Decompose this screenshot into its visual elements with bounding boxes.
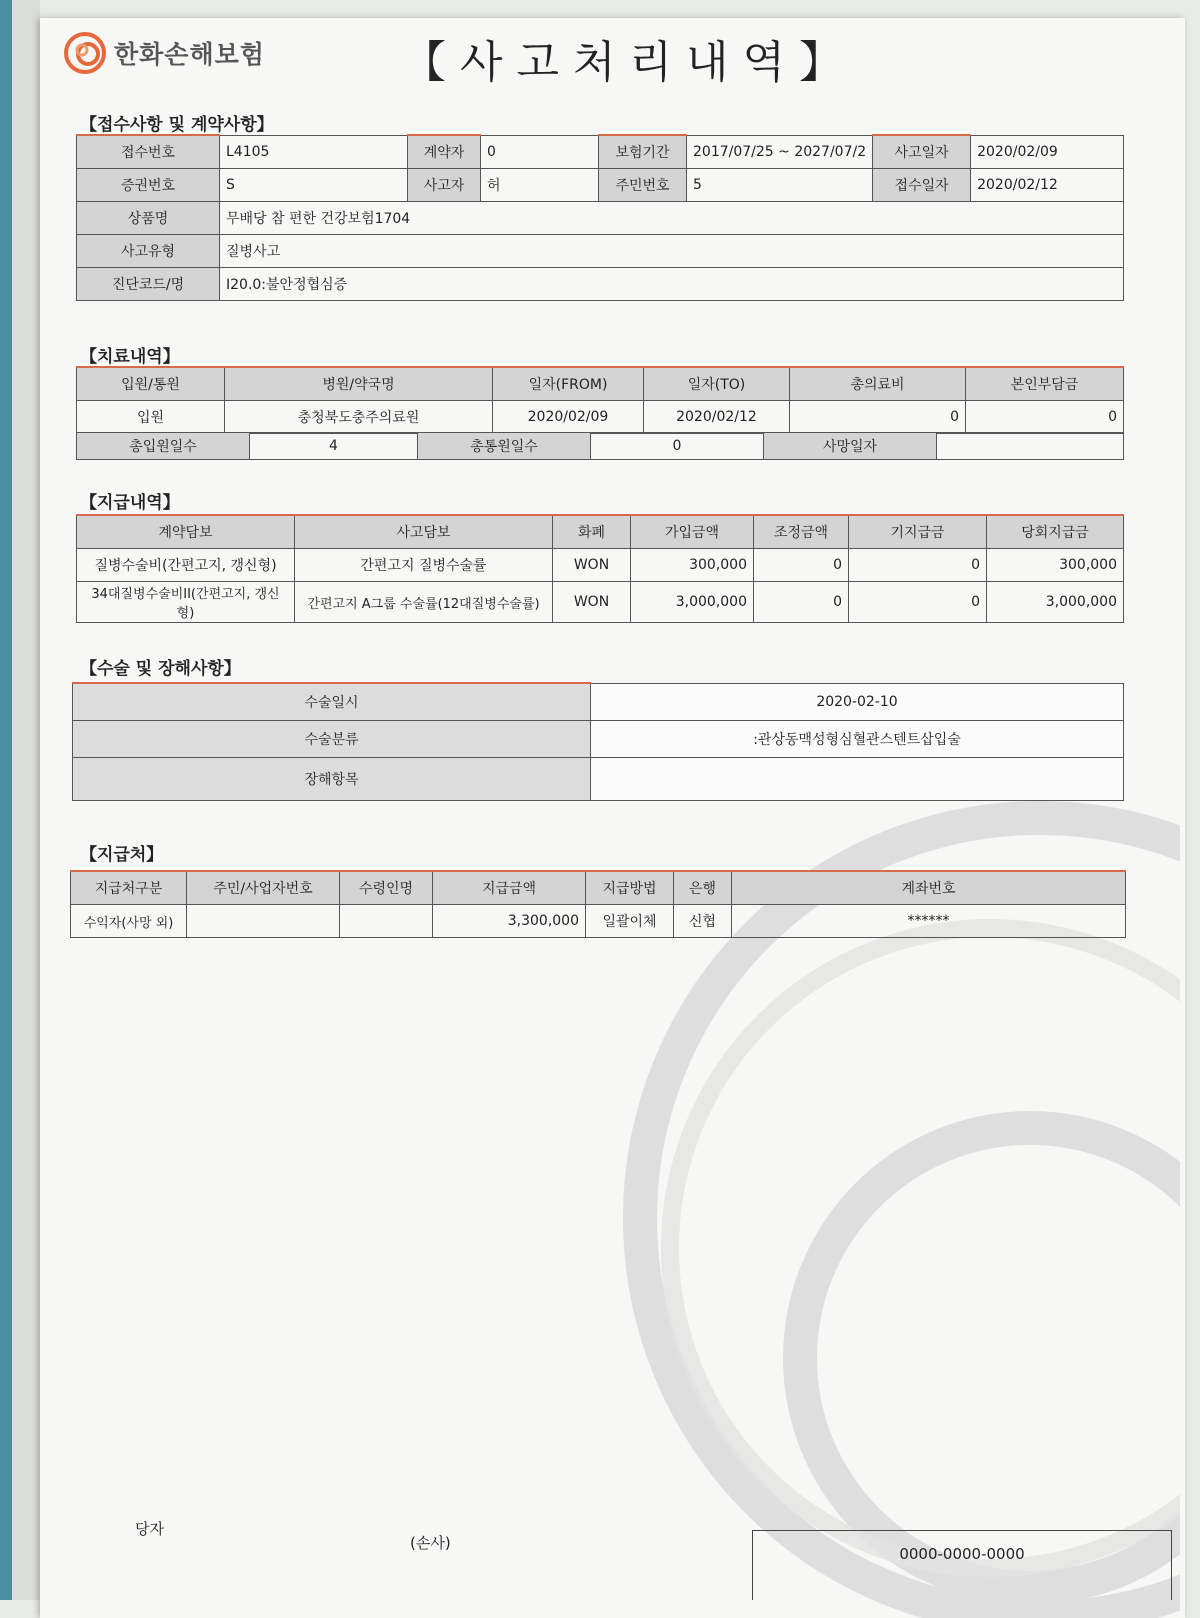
section-title-treatment: 【치료내역】 — [80, 347, 180, 367]
section-title-surgery: 【수술 및 장해사항】 — [80, 659, 241, 679]
accident-person-value: 허 — [481, 169, 599, 202]
payment-cell: 질병수술비(간편고지, 갱신형) — [77, 549, 295, 582]
accident-person-label: 사고자 — [408, 169, 481, 202]
treatment-cell: 입원 — [77, 401, 225, 434]
payment-header: 당회지급금 — [987, 515, 1124, 549]
payee-cell — [187, 905, 340, 938]
treatment-cell: 2020/02/12 — [644, 401, 790, 434]
treatment-header: 입원/통원 — [77, 367, 225, 401]
surgery-table — [72, 682, 1124, 801]
total-outpatient-label: 총통원일수 — [418, 433, 591, 460]
document-title: 【사고처리내역】 — [402, 37, 858, 88]
payment-cell: 300,000 — [631, 549, 754, 582]
payment-cell: 0 — [849, 582, 987, 623]
payment-header: 계약담보 — [77, 515, 295, 549]
treatment-header: 본인부담금 — [966, 367, 1124, 401]
policy-no-value: S — [220, 169, 408, 202]
resident-no-value: 5 — [687, 169, 873, 202]
payee-header: 주민/사업자번호 — [187, 871, 340, 905]
contractor-value: 0 — [481, 135, 599, 169]
payee-cell: 신협 — [674, 905, 732, 938]
company-logo — [62, 30, 265, 76]
company-name: 한화손해보험 — [114, 40, 265, 69]
surgery-date-label: 수술일시 — [73, 683, 591, 721]
payee-header: 은행 — [674, 871, 732, 905]
contractor-label: 계약자 — [408, 135, 481, 169]
accident-date-value: 2020/02/09 — [971, 135, 1124, 169]
payment-cell: 0 — [754, 582, 849, 623]
total-inpatient-value: 4 — [250, 433, 418, 460]
surgery-class-label: 수술분류 — [73, 721, 591, 758]
product-value: 무배당 참 편한 건강보험1704 — [220, 202, 1124, 235]
payment-cell: 3,000,000 — [987, 582, 1124, 623]
payment-cell: 34대질병수술비II(간편고지, 갱신형) — [77, 582, 295, 623]
surgery-date-value: 2020-02-10 — [591, 683, 1124, 721]
payment-cell: 간편고지 A그룹 수술률(12대질병수술률) — [295, 582, 553, 623]
payee-table — [70, 870, 1126, 938]
accident-type-label: 사고유형 — [77, 235, 220, 268]
payee-header: 지급금액 — [433, 871, 586, 905]
footer-person-label: 당자 — [135, 1520, 164, 1538]
payee-cell: 수익자(사망 외) — [71, 905, 187, 938]
total-inpatient-label: 총입원일수 — [77, 433, 250, 460]
total-outpatient-value: 0 — [591, 433, 764, 460]
payment-cell: WON — [553, 582, 631, 623]
death-date-value — [937, 433, 1124, 460]
payment-row — [77, 582, 1124, 623]
diagnosis-value: I20.0:불안정협심증 — [220, 268, 1124, 301]
footer-phone: 0000-0000-0000 — [899, 1545, 1025, 1563]
payee-header: 수령인명 — [340, 871, 433, 905]
document-page — [40, 18, 1185, 1618]
payment-header: 조정금액 — [754, 515, 849, 549]
receipt-date-value: 2020/02/12 — [971, 169, 1124, 202]
payment-header: 화폐 — [553, 515, 631, 549]
payee-header: 지급방법 — [586, 871, 674, 905]
payee-cell: 일괄이체 — [586, 905, 674, 938]
payee-cell — [340, 905, 433, 938]
payment-cell: WON — [553, 549, 631, 582]
period-value: 2017/07/25 ~ 2027/07/2 — [687, 135, 873, 169]
disability-label: 장해항목 — [73, 758, 591, 801]
hanwha-logo-icon — [62, 30, 108, 76]
section-title-intake: 【접수사항 및 계약사항】 — [80, 115, 274, 135]
receipt-no-label: 접수번호 — [77, 135, 220, 169]
payment-cell: 300,000 — [987, 549, 1124, 582]
period-label: 보험기간 — [599, 135, 687, 169]
receipt-date-label: 접수일자 — [873, 169, 971, 202]
desk-background — [0, 0, 40, 1600]
payment-header: 사고담보 — [295, 515, 553, 549]
treatment-cell: 0 — [790, 401, 966, 434]
payment-cell: 0 — [754, 549, 849, 582]
payee-header: 지급처구분 — [71, 871, 187, 905]
treatment-summary-table — [76, 432, 1124, 460]
treatment-cell: 충청북도충주의료원 — [225, 401, 493, 434]
receipt-no-value: L4105 — [220, 135, 408, 169]
payment-header: 기지급금 — [849, 515, 987, 549]
section-title-payee: 【지급처】 — [80, 845, 164, 865]
disability-value — [591, 758, 1124, 801]
product-label: 상품명 — [77, 202, 220, 235]
payment-cell: 3,000,000 — [631, 582, 754, 623]
death-date-label: 사망일자 — [764, 433, 937, 460]
accident-date-label: 사고일자 — [873, 135, 971, 169]
payment-row — [77, 549, 1124, 582]
treatment-header: 일자(FROM) — [493, 367, 644, 401]
resident-no-label: 주민번호 — [599, 169, 687, 202]
treatment-cell: 2020/02/09 — [493, 401, 644, 434]
surgery-class-value: :관상동맥성형심혈관스텐트삽입술 — [591, 721, 1124, 758]
treatment-header: 총의료비 — [790, 367, 966, 401]
payee-header: 계좌번호 — [732, 871, 1126, 905]
policy-no-label: 증권번호 — [77, 169, 220, 202]
document-header — [62, 26, 1185, 96]
treatment-header: 일자(TO) — [644, 367, 790, 401]
payment-header: 가입금액 — [631, 515, 754, 549]
footer-phone-box — [752, 1530, 1172, 1600]
payee-cell: ****** — [732, 905, 1126, 938]
payment-cell: 간편고지 질병수술률 — [295, 549, 553, 582]
footer-department: (손사) — [410, 1534, 451, 1552]
treatment-header: 병원/약국명 — [225, 367, 493, 401]
payment-table — [76, 514, 1124, 623]
diagnosis-label: 진단코드/명 — [77, 268, 220, 301]
treatment-table — [76, 366, 1124, 434]
accident-type-value: 질병사고 — [220, 235, 1124, 268]
payment-cell: 0 — [849, 549, 987, 582]
payee-cell: 3,300,000 — [433, 905, 586, 938]
intake-table — [76, 134, 1124, 301]
treatment-cell: 0 — [966, 401, 1124, 434]
section-title-payment: 【지급내역】 — [80, 493, 180, 513]
